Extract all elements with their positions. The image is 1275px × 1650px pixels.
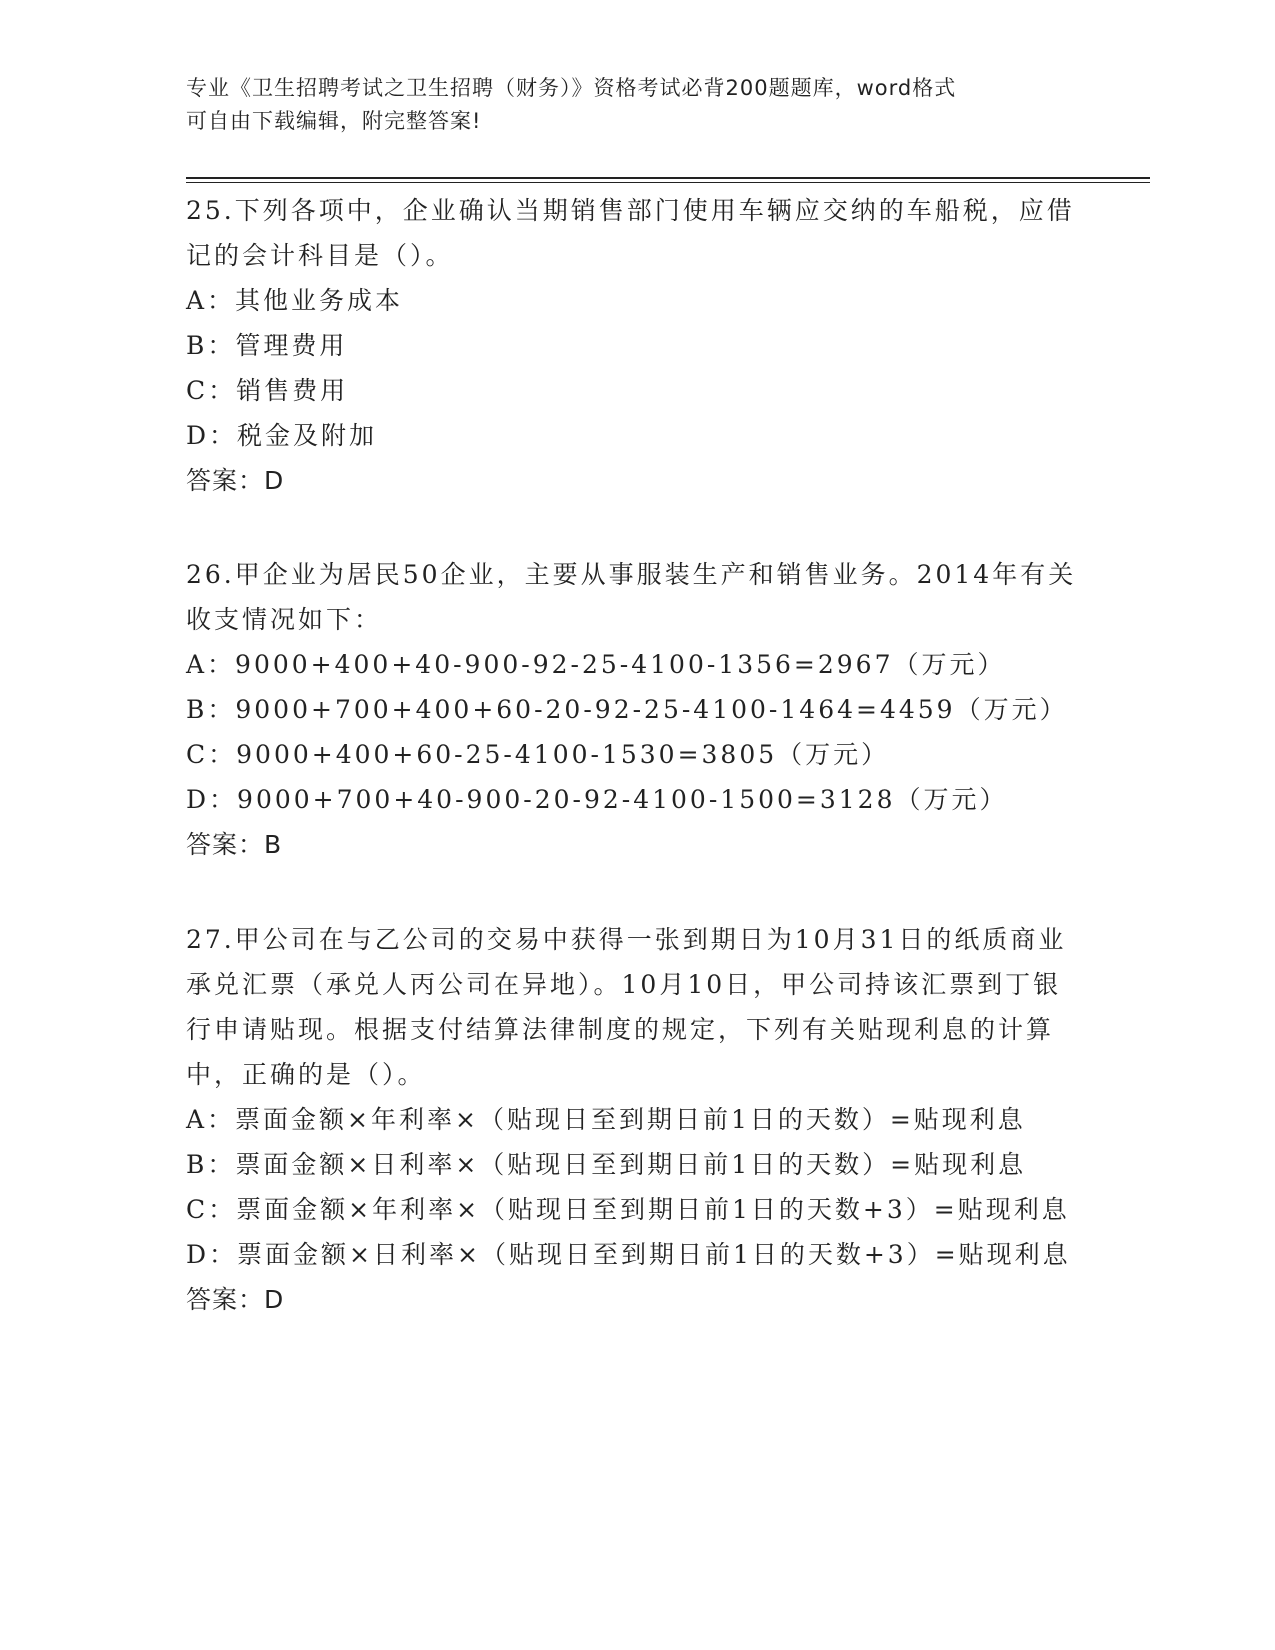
answer-label: 答案：B xyxy=(186,830,283,859)
question-stem: 26.甲企业为居民50企业，主要从事服装生产和销售业务。2014年有关收支情况如下： xyxy=(186,560,1077,634)
option-c: C：销售费用 xyxy=(186,376,349,405)
option-d: D：9000+700+40-900-20-92-4100-1500=3128（万元） xyxy=(186,785,1008,814)
option-a: A：其他业务成本 xyxy=(186,286,404,315)
option-a: A：9000+400+40-900-92-25-4100-1356=2967（万元） xyxy=(186,650,1006,679)
question-26 xyxy=(186,552,1086,867)
option-c: C：票面金额×年利率×（贴现日至到期日前1日的天数+3）=贴现利息 xyxy=(186,1195,1070,1224)
header-line-1: 专业《卫生招聘考试之卫生招聘（财务）》资格考试必背200题题库，word格式 xyxy=(186,76,957,100)
option-d: D：税金及附加 xyxy=(186,421,378,450)
question-25 xyxy=(186,188,1086,503)
document-header xyxy=(186,72,1066,138)
question-27 xyxy=(186,917,1086,1322)
option-d: D：票面金额×日利率×（贴现日至到期日前1日的天数+3）=贴现利息 xyxy=(186,1240,1071,1269)
option-b: B：管理费用 xyxy=(186,331,348,360)
header-divider-thin xyxy=(186,182,1150,183)
answer-label: 答案：D xyxy=(186,1285,285,1314)
answer-label: 答案：D xyxy=(186,466,285,495)
option-b: B：票面金额×日利率×（贴现日至到期日前1日的天数）=贴现利息 xyxy=(186,1150,1027,1179)
option-c: C：9000+400+60-25-4100-1530=3805（万元） xyxy=(186,740,890,769)
option-a: A：票面金额×年利率×（贴现日至到期日前1日的天数）=贴现利息 xyxy=(186,1105,1026,1134)
question-stem: 25.下列各项中，企业确认当期销售部门使用车辆应交纳的车船税，应借记的会计科目是（）。 xyxy=(186,196,1075,270)
question-stem: 27.甲公司在与乙公司的交易中获得一张到期日为10月31日的纸质商业承兑汇票（承兑人丙公司在异地）。10月10日，甲公司持该汇票到丁银行申请贴现。根据支付结算法律制度的规定，下列有关贴现利息的计算中，正确的是（）。 xyxy=(186,925,1067,1089)
header-divider-thick xyxy=(186,177,1150,179)
option-b: B：9000+700+400+60-20-92-25-4100-1464=4459（万元） xyxy=(186,695,1068,724)
header-line-2: 可自由下载编辑，附完整答案! xyxy=(186,109,482,133)
